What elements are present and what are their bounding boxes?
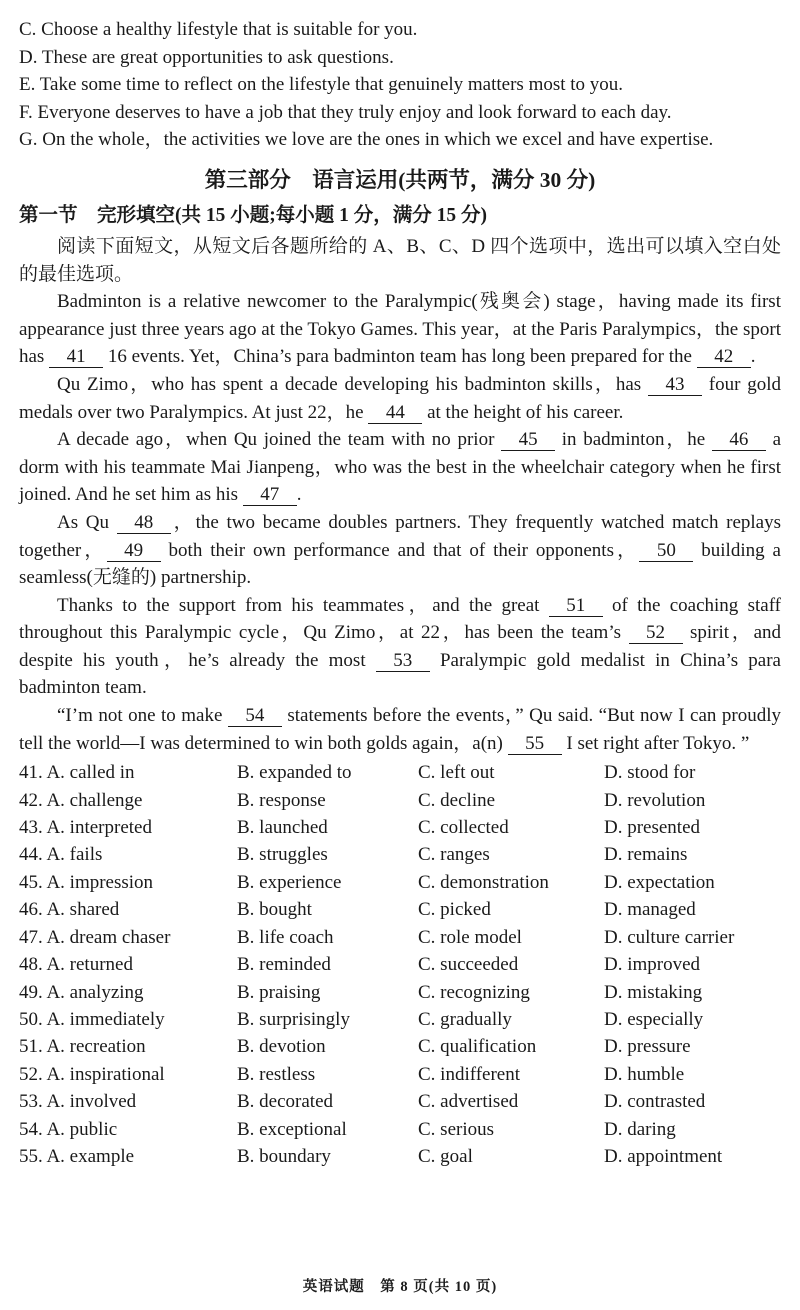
- option-41-C: C. left out: [418, 762, 495, 784]
- passage-paragraph: Badminton is a relative newcomer to the Paralympic(残奥会) stage，having made its first appearance just three years ago at the Tokyo Games. This year，at the Paris Paralympics，the sport has 41 16 events. Yet，China’s para badminton team has long been prepared for the 42 .: [19, 291, 781, 368]
- cloze-blank-45: 45: [501, 429, 555, 451]
- option-47-C: C. role model: [418, 926, 522, 948]
- cloze-blank-48: 48: [117, 512, 171, 534]
- cloze-passage: [19, 288, 781, 757]
- option-54-A: 54. A. public: [19, 1118, 118, 1140]
- option-45-B: B. experience: [237, 871, 342, 893]
- question-row-47: [19, 924, 781, 951]
- cloze-blank-43: 43: [648, 374, 702, 396]
- question-row-51: [19, 1033, 781, 1060]
- option-47-D: D. culture carrier: [604, 926, 735, 948]
- cloze-blank-42: 42: [697, 346, 751, 368]
- option-43-D: D. presented: [604, 817, 701, 839]
- question-row-44: [19, 841, 781, 868]
- page-footer: 英语试题 第 8 页(共 10 页): [302, 1279, 498, 1295]
- option-53-B: B. decorated: [237, 1091, 334, 1113]
- option-45-D: D. expectation: [604, 871, 715, 893]
- option-45-C: C. demonstration: [418, 871, 549, 893]
- cloze-blank-49: 49: [107, 540, 161, 562]
- option-49-C: C. recognizing: [418, 981, 530, 1003]
- option-53-A: 53. A. involved: [19, 1091, 137, 1113]
- option-50-C: C. gradually: [418, 1008, 512, 1030]
- list-option: D. These are great opportunities to ask questions.: [19, 46, 394, 68]
- cloze-blank-47: 47: [243, 484, 297, 506]
- option-51-A: 51. A. recreation: [19, 1036, 146, 1058]
- section1-title: 第一节 完形填空(共 15 小题;每小题 1 分，满分 15 分): [19, 204, 487, 226]
- cloze-blank-46: 46: [712, 429, 766, 451]
- option-55-D: D. appointment: [604, 1145, 723, 1167]
- option-46-B: B. bought: [237, 899, 312, 921]
- option-52-B: B. restless: [237, 1063, 316, 1085]
- option-54-B: B. exceptional: [237, 1118, 347, 1140]
- option-49-A: 49. A. analyzing: [19, 981, 144, 1003]
- passage-paragraph: As Qu 48 ，the two became doubles partners. They frequently watched match replays together， 49 both their own performance and that of their opponents， 50 building a seamless(无缝的) partnership.: [19, 511, 781, 589]
- option-50-D: D. especially: [604, 1008, 704, 1030]
- cloze-blank-55: 55: [508, 733, 562, 755]
- passage-paragraph: Qu Zimo，who has spent a decade developing his badminton skills，has 43 four gold medals over two Paralympics. At just 22，he 44 at the height of his career.: [19, 373, 781, 423]
- option-43-A: 43. A. interpreted: [19, 817, 152, 839]
- option-55-A: 55. A. example: [19, 1145, 135, 1167]
- question-row-42: [19, 787, 781, 814]
- question-row-50: [19, 1006, 781, 1033]
- option-47-B: B. life coach: [237, 926, 334, 948]
- question-row-54: [19, 1116, 781, 1143]
- question-row-46: [19, 896, 781, 923]
- list-option: E. Take some time to reflect on the lifestyle that genuinely matters most to you.: [19, 74, 624, 96]
- option-48-A: 48. A. returned: [19, 954, 133, 976]
- option-43-C: C. collected: [418, 817, 509, 839]
- option-55-B: B. boundary: [237, 1145, 331, 1167]
- option-42-A: 42. A. challenge: [19, 789, 143, 811]
- option-42-B: B. response: [237, 789, 326, 811]
- cloze-blank-41: 41: [49, 346, 103, 368]
- option-46-D: D. managed: [604, 899, 696, 921]
- option-48-B: B. reminded: [237, 954, 331, 976]
- option-46-A: 46. A. shared: [19, 899, 120, 921]
- option-51-C: C. qualification: [418, 1036, 537, 1058]
- question-row-45: [19, 869, 781, 896]
- list-option: G. On the whole，the activities we love are the ones in which we excel and have expertise.: [19, 129, 714, 151]
- list-option: F. Everyone deserves to have a job that they truly enjoy and look forward to each day.: [19, 101, 672, 123]
- cloze-blank-44: 44: [368, 402, 422, 424]
- question-row-43: [19, 814, 781, 841]
- option-52-A: 52. A. inspirational: [19, 1063, 165, 1085]
- option-55-C: C. goal: [418, 1145, 473, 1167]
- option-44-B: B. struggles: [237, 844, 328, 866]
- cloze-blank-52: 52: [629, 622, 683, 644]
- question-row-41: [19, 759, 781, 786]
- passage-paragraph: Thanks to the support from his teammates，and the great 51 of the coaching staff throughout this Paralympic cycle，Qu Zimo，at 22，has been the team’s 52 spirit，and despite his youth，he’s already the most 53 Paralympic gold medalist in China’s para badminton team.: [19, 594, 782, 699]
- option-41-D: D. stood for: [604, 762, 696, 784]
- question-row-55: [19, 1143, 781, 1170]
- option-48-C: C. succeeded: [418, 954, 519, 976]
- option-45-A: 45. A. impression: [19, 871, 154, 893]
- option-41-B: B. expanded to: [237, 762, 352, 784]
- option-42-C: C. decline: [418, 789, 496, 811]
- cloze-blank-54: 54: [228, 705, 282, 727]
- passage-paragraph: A decade ago，when Qu joined the team with no prior 45 in badminton，he 46 a dorm with his teammate Mai Jianpeng，who was the best in the wheelchair category when he first joined. And he set him as his 47 .: [19, 429, 782, 506]
- option-53-D: D. contrasted: [604, 1091, 706, 1113]
- option-52-C: C. indifferent: [418, 1063, 521, 1085]
- part3-title: 第三部分 语言运用(共两节，满分 30 分): [204, 167, 596, 192]
- option-44-A: 44. A. fails: [19, 844, 103, 866]
- question-row-48: [19, 951, 781, 978]
- cloze-blank-53: 53: [376, 650, 430, 672]
- option-48-D: D. improved: [604, 954, 701, 976]
- option-42-D: D. revolution: [604, 789, 706, 811]
- options-list: [19, 16, 781, 154]
- option-51-D: D. pressure: [604, 1036, 691, 1058]
- option-46-C: C. picked: [418, 899, 491, 921]
- cloze-instructions: 阅读下面短文，从短文后各题所给的 A、B、C、D 四个选项中，选出可以填入空白处的最佳选项。: [19, 235, 781, 285]
- option-50-A: 50. A. immediately: [19, 1008, 165, 1030]
- option-44-D: D. remains: [604, 844, 688, 866]
- cloze-blank-51: 51: [549, 595, 603, 617]
- option-52-D: D. humble: [604, 1063, 685, 1085]
- option-49-D: D. mistaking: [604, 981, 703, 1003]
- option-51-B: B. devotion: [237, 1036, 326, 1058]
- list-option: C. Choose a healthy lifestyle that is suitable for you.: [19, 19, 418, 40]
- option-54-D: D. daring: [604, 1118, 676, 1140]
- option-54-C: C. serious: [418, 1118, 494, 1140]
- cloze-blank-50: 50: [639, 540, 693, 562]
- question-row-53: [19, 1088, 781, 1115]
- passage-paragraph: “I’m not one to make 54 statements before the events，” Qu said. “But now I can proudly tell the world—I was determined to win both golds again，a(n) 55 I set right after Tokyo. ”: [19, 705, 781, 754]
- question-row-49: [19, 979, 781, 1006]
- option-43-B: B. launched: [237, 817, 328, 839]
- option-44-C: C. ranges: [418, 844, 490, 866]
- option-50-B: B. surprisingly: [237, 1008, 350, 1030]
- cloze-options-table: [19, 759, 781, 1170]
- question-row-52: [19, 1061, 781, 1088]
- option-53-C: C. advertised: [418, 1091, 519, 1113]
- option-47-A: 47. A. dream chaser: [19, 926, 171, 948]
- option-49-B: B. praising: [237, 981, 321, 1003]
- option-41-A: 41. A. called in: [19, 762, 135, 784]
